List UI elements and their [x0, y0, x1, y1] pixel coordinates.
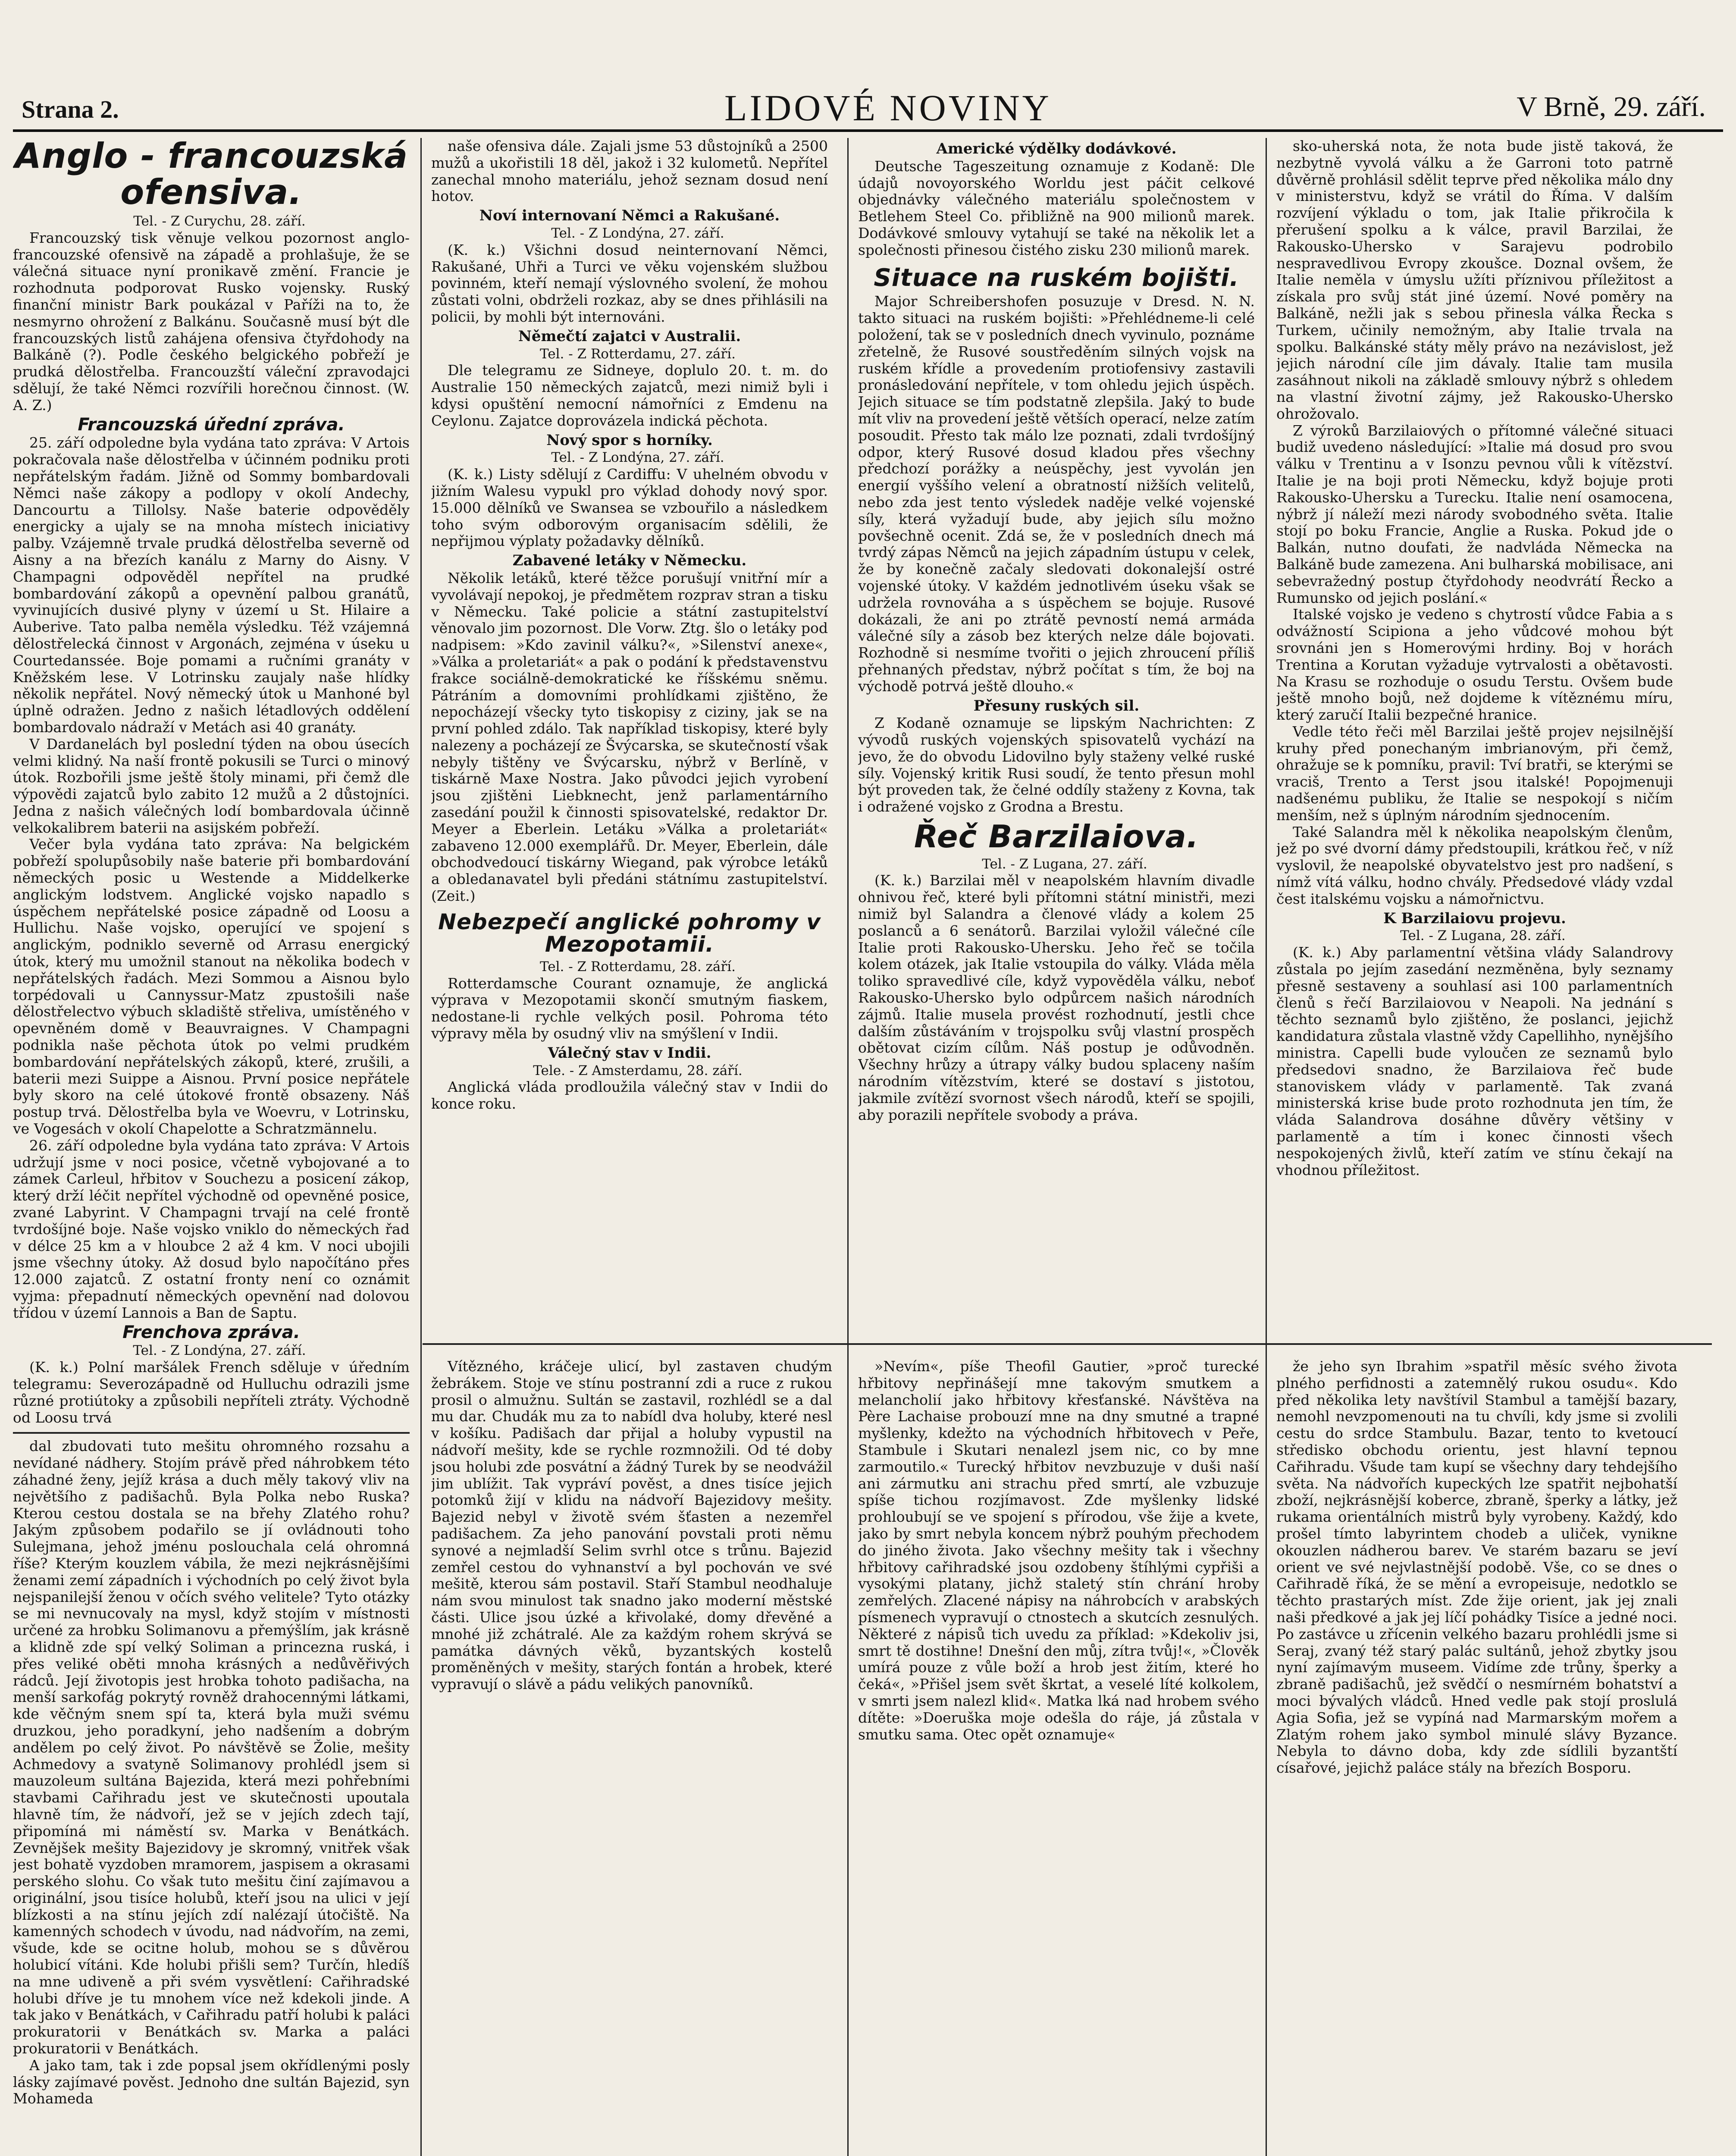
masthead-rule [13, 129, 1723, 132]
masthead [13, 82, 1723, 129]
feuilleton-column-2 [431, 1358, 832, 2156]
issue-date: V Brně, 29. září. [1517, 91, 1706, 122]
article-headline: Anglo - francouzská ofensiva. [14, 138, 408, 212]
feuilleton-column-4 [1276, 1358, 1677, 2156]
article-body: (K. k.) Aby parlamentní většina vlády Salandrovy zůstala po jejím zasedání nezměněna, byly seznamy přesně sestaveny a souhlasí asi 100 parlamentních členů s řečí Barzilaiovou v Neapoli. Na jednání s těchto seznamů bylo zjištěno, že poslanci, jejichž kandidatura zůstala vlastně vždy Capellihho, nynějšího ministra. Capelli bude vyloučen ze seznamů bylo předsedovi snadno, že Barzilaiova řeč bude stanoviskem vlády v parlamentě. Tak zvaná ministerská krise bude proto rozhodnuta jen tím, že vláda Salandrova dosáhne důvěry většiny v parlamentě a tím i konec činnosti všech nespokojených živlů, kteří zatím ve stínu čekají na vhodnou příležitost. [1276, 944, 1673, 1178]
article-body: V Dardanelách byl poslední týden na obou úsecích velmi klidný. Na naší frontě pokusili se Turci o minový útok. Rozbořili jsme ještě štoly minami, při čemž dle výpovědi zajatců bylo zabito 12 mužů a 2 důstojníci. Jedna z našich válečných lodí bombardovala účinně velkokalibrem baterii na asijském pobřeží. [13, 735, 410, 836]
article-body: Vedle této řeči měl Barzilai ještě projev nejsilnější kruhy před ponechaným imbrianovým, při čemž, ohražuje se k pomníku, pravil: Tví bratři, se kterými se vraciš, Trento a Terst jsou italské! Popojmenuji nadšenému publiku, že Italie se nespokojí s ničím menším, než s úplným národním sjednocením. [1276, 723, 1673, 824]
column-1 [13, 138, 410, 2156]
article-headline: Nebezpečí anglické pohromy v Mezopotamii. [438, 909, 821, 957]
article-body: 25. září odpoledne byla vydána tato zpráva: V Artois pokračovala naše dělostřelba v účinném podniku proti nepřátelským řadám. Jižně od Sommy bombardovali Němci naše zákopy a podlopy v okolí Andechy, Dancourtu a Tillolsy. Naše baterie odpověděly energicky a ujaly se na mnoha místech iniciativy palby. Vzájemně trvale prudká dělostřelba severně od Aisny a na březích kanálu z Marny do Aisny. V Champagni odpověděl nepřítel na prudké bombardování zákopů a opevnění palbou granátů, vyvinujících dusivé plyny v území u St. Hilaire a Auberive. Tato palba neměla výsledku. Též vzájemná dělostřelecká činnost v Argonách, zejména v úseku u Courtedanssée. Boje pomami a ručními granáty v Kněžském lese. V Lotrinsku zaujaly naše hlídky několik nepřátel. Nový německý útok u Manhoné byl úplně odražen. Jedno z našich létadlových oddělení bombardovalo nádraží v Metách asi 40 granáty. [13, 434, 410, 736]
column-4 [1276, 138, 1673, 1358]
newspaper-title: LIDOVÉ NOVINY [724, 87, 1052, 128]
article-body: Italské vojsko je vedeno s chytrostí vůdce Fabia a s odvážností Scipiona a jeho vůdcové mohou být srovnáni jen s Homerovými hrdiny. Boj v horách Trentina a Korutan vyžaduje vytrvalosti a obětavosti. Na Krasu se rozhoduje o osudu Terstu. Ovšem bude ještě mnoho bojů, než dojdeme k vítěznému míru, který zaručí Italii bezpečné hranice. [1276, 606, 1673, 724]
dateline: Tel. - Z Curychu, 28. září. [133, 213, 306, 229]
article-body: Francouzský tisk věnuje velkou pozornost anglo-francouzské ofensivě na západě a prohlašuje, že se válečná situace nyní pronikavě změní. Francie je rozhodnuta podporovat Rusko vojensky. Ruský finanční ministr Bark poukázal v Paříži na to, že nesmyrno ohrožení z Balkánu. Současně musí být dle francouzských listů zahájena ofensiva čtyřdohody na Balkáně (?). Podle českého belgického pobřeží je prudká dělostřelba. Francouzští váleční zpravodajci sdělují, že také Němci rozvířili horečnou činnost. (W. A. Z.) [13, 229, 410, 414]
column-divider [1266, 138, 1267, 2156]
dateline: Tel. - Z Lugana, 28. září. [1400, 928, 1566, 944]
dateline: Tel. - Z Lugana, 27. září. [982, 856, 1147, 872]
article-headline: Přesuny ruských sil. [973, 697, 1140, 714]
article-body: (K. k.) Listy sdělují z Cardiffu: V uhelném obvodu v jižním Walesu vypukl pro výklad dohody nový spor. 15.000 dělníků ve Swansea se vzbouřilo a následkem toho svým odborovým organisacím sdělili, že nepřijmou výplaty požadavky dělníků. [431, 466, 828, 550]
article-headline: Němečtí zajatci v Australii. [518, 327, 741, 345]
article-body: sko-uherská nota, že nota bude jistě taková, že nezbytně vyvolá válku a že Garroni toto patrně důvěrně prohlásil sdělit teprve před několika málo dny v ministerstvu, když se vrátil do Říma. V dalším rozvíjení výkladu o tom, jak Italie přikročila k přerušení spolku a k válce, pravil Barzilai, že Rakousko-Uhersko v Sarajevu podrobilo nespravedlivou Evropy zkoušce. Doznal ovšem, že Italie neměla v úmyslu užíti příznivou příležitost a získala pro svůj stát jiné území. Nové poměry na Balkáně, nežli jak s sebou přinesla válka Řecka s Turkem, učinily nemožným, aby Italie trvala na spolku. Balkánské státy měly právo na nezávislost, jež jejich národní cíle jim dávaly. Italie tam musila zasáhnout nikoli na základě smlouvy nýbrž s ohledem na vlastní životní zájmy, jež Rakousko-Uhersko ohrožovalo. [1276, 138, 1673, 422]
dateline: Tel. - Z Rotterdamu, 28. září. [540, 959, 736, 975]
article-headline: Noví internovaní Němci a Rakušané. [479, 207, 780, 225]
article-headline: Řeč Barzilaiova. [914, 818, 1199, 855]
article-body: naše ofensiva dále. Zajali jsme 53 důstojníků a 2500 mužů a ukořistili 18 děl, jakož i 32 kulometů. Nepřítel zanechal mnoho materiálu, jehož seznam dosud není hotov. [431, 138, 828, 205]
article-headline: Frenchova zpráva. [122, 1322, 300, 1342]
feuilleton-body: A jako tam, tak i zde popsal jsem okřídlenými posly lásky zajímavé pověst. Jednoho dne sultán Bajezid, syn Mohameda [13, 2056, 410, 2107]
article-headline: Americké výdělky dodávkové. [936, 140, 1177, 157]
article-body: Také Salandra měl k několika neapolským členům, jež po své dvorní dámy předstoupili, krátkou řeč, v níž vyslovil, že neapolské obyvatelstvo jest pro nadšení, s nímž vítá válku, hodno chvály. Předsedové vlády vzdal čest italskému vojsku a námořnictvu. [1276, 823, 1673, 907]
article-body: Major Schreibershofen posuzuje v Dresd. N. N. takto situaci na ruském bojišti: »Přehlédneme-li celé položení, tak se v posledních dnech vyvinulo, poznáme zřetelně, že Rusové soustředěním silných vojsk na ruském křídle a provedením protiofensivy zastavili pronásledování nepřítele, v tom ohledu jejich úspěch. Jejich situace se tím podstatně zlepšila. Jaký to bude mít vliv na provedení ještě větších operací, nelze zatím posoudit. Přesto tak málo lze poznati, zdali tvrdošíjný odpor, který Rusové dosud kladou přes všechny předchozí porážky a neúspěchy, jest vyvolán jen energií vyššího velení a obratností nižších velitelů, nebo zda jest tento výsledek naděje velké vojenské síly, která vyžadují bude, aby jejich sílu možno povšechně ocenit. Zdá se, že v posledních dnech má tvrdý zápas Němců na jejich západním ústupu v celek, že by konečně začaly sledovati dokonalejší ostré vojenské útoky. V každém jednotlivém úseku však se udržela rovnováha a s úspěchem se bojuje. Rusové dokázali, že ani po ztrátě pevností nemá armáda válečné síly a zásob bez kterých nelze dále bojovati. Rozhodně si nesmíme tvořiti o jejich zhroucení příliš přehnaných představ, nýbrž počítat s tím, že boj na východě potrvá ještě dlouho.« [858, 293, 1255, 695]
article-body: Několik letáků, které těžce porušují vnitřní mír a vyvolávají nepokoj, je předmětem rozprav stran a tisku v Německu. Také policie a státní zastupitelství věnovalo jim pozornost. Dle Vorw. Ztg. šlo o letáky pod nadpisem: »Kdo zavinil válku?«, »Silenství anexe«, »Válka a proletariát« a pak o podání k představenstvu frakce sociálně-demokratické ke říšskému sněmu. Pátráním a domovními prohlídkami zjištěno, že nepocházejí všecky tyto tiskopisy z ciziny, jak se na první pohled zdálo. Tak například tiskopisy, které byly nalezeny a pocházejí ze Švýcarska, se skutečností však nebyly tištěny ve Švýcarsku, nýbrž v Berlíně, v tiskárně Maxe Nostra. Jako původci jejich vyrobení jsou zjištěni Liebknecht, jenž parlamentárního zasedání použil k činnosti spisovatelské, redaktor Dr. Meyer a Eberlein. Letáku »Válka a proletariát« zabaveno 12.000 exemplářů. Dr. Meyer, Eberlein, dále obchodvedoucí tiskárny Wiegand, pak výrobce letáků a obledanavatel byli předáni státnímu zastupitelství. (Zeit.) [431, 569, 828, 905]
column-2 [431, 138, 828, 1358]
article-body: Večer byla vydána tato zpráva: Na belgickém pobřeží spolupůsobily naše baterie při bombardování německých posic u Westende a Middelkerke anglickým lodstvem. Anglické vojsko napadlo s úspěchem nepřátelské posice západně od Loosu a Hullichu. Naše vojsko, operující ve spojení s anglickým, podniklo severně od Arrasu energický útok, který mu umožnil stanout na několika bodech v nepřátelských řadách. Mezi Sommou a Aisnou bylo torpédovali u Cannyssur-Matz zpustošili naše dělostřelectvo výbuch skladiště střeliva, umístěného v opevněném domě v Beauvraignes. V Champagni podnikla naše pěchota útok po velmi prudkém bombardování nepřátelských zákopů, které, zrušili, a baterii mezi Suippe a Aisnou. První posice nepřátele byly skoro na celé útokové frontě obsazeny. Náš postup trvá. Dělostřelba byla ve Woevru, v Lotrinsku, ve Vogesách v okolí Chapelotte a Schratzmännelu. [13, 836, 410, 1138]
dateline: Tele. - Z Amsterdamu, 28. září. [533, 1062, 743, 1078]
article-body: Dle telegramu ze Sidneye, doplulo 20. t. m. do Australie 150 německých zajatců, mezi nimiž byli i kdysi opuštění nemocní námořníci z Emdenu na Ceylonu. Zajatce doprovázela indická pěchota. [431, 362, 828, 429]
dateline: Tel. - Z Londýna, 27. září. [551, 450, 724, 466]
dateline: Tel. - Z Rotterdamu, 27. září. [540, 346, 736, 362]
article-body: 26. září odpoledne byla vydána tato zpráva: V Artois udržují jsme v noci posice, včetně vybojované a to zámek Carleul, hřbitov v Souchezu a posicení zákop, který drží léčit nepřítel východně od opevněné posice, zvané Labyrint. V Champagni trvají na celé frontě tvrdošíjné boje. Naše vojsko vniklo do německých řad v délce 25 km a v hloubce 2 až 4 km. V noci ubojili jsme všechny útoky. Až dosud bylo napočítáno přes 12.000 zajatců. Z ostatní fronty není co oznámit vyjma: přepadnutí německých opevnění nad dolovou třídou v území Lannois a Ban de Saptu. [13, 1137, 410, 1321]
feuilleton-body: »Nevím«, píše Theofil Gautier, »proč turecké hřbitovy nepřinášejí mne takovým smutkem a melancholií jako hřbitovy křesťanské. Návštěva na Père Lachaise probouzí mne na dny smutné a trapné myšlenky, kdežto na východních hřbitovech v Peře, Stambule i Skutari nenalezl jsem nic, co by mne zarmoutilo.« Turecký hřbitov nevzbuzuje v duši naší ani zármutku ani strachu před smrtí, ale vzbuzuje spíše tichou rozjímavost. Zde myšlenky lidské prohloubují se ve spojení s přírodou, vše žije a kvete, jako by smrt nebyla koncem nýbrž pouhým přechodem do jiného života. Jako všechny mešity tak i všechny hřbitovy cařihradské jsou ozdobeny štíhlými cypřiši a vysokými platany, jichž staletý stín chrání hroby zemřelých. Zlacené nápisy na náhrobcích v arabských písmenech vypravují o ctnostech a skutcích zesnulých. Některé z nápisů tich uvedu za příklad: »Kdekoliv jsi, smrt tě dostihne! Dnešní den můj, zítra tvůj!«, »Člověk umírá pouze z vůle boží a hrob jest žitím, které ho čeká«, »Přišel jsem svět škrtat, a veselé líté kolkolem, v smrti jsem nalezl klid«. Matka lká nad hrobem svého dítěte: »Doeruška moje odešla do ráje, já zůstala v smutku sama. Otec opět oznamuje« [858, 1358, 1259, 1743]
article-body: Anglická vláda prodloužila válečný stav v Indii do konce roku. [431, 1078, 828, 1112]
article-body: Deutsche Tageszeitung oznamuje z Kodaně: Dle údajů novoyorského Worldu jest páčit celkové objednávky válečného materiálu společnostem v Betlehem Steel Co. přibližně na 900 milionů marek. Dodávkové smlouvy vytahují se také na několik let a společnosti přinesou čistého zisku 230 milionů marek. [858, 157, 1255, 258]
column-3 [858, 138, 1255, 1358]
section-rule [13, 1432, 410, 1434]
column-divider [847, 138, 849, 2156]
article-headline: Zabavené letáky v Německu. [512, 552, 747, 570]
article-body: (K. k.) Všichni dosud neinternovaní Němci, Rakušané, Uhři a Turci ve věku vojenském službou povinném, kteří nemají výslovného svolení, že mohou zůstati volni, obdrželi rozkaz, aby se dnes přihlásili na policii, by mohli být internováni. [431, 241, 828, 325]
article-headline: Válečný stav v Indii. [548, 1044, 711, 1062]
article-headline: Francouzská úřední zpráva. [78, 414, 345, 435]
feuilleton-body: že jeho syn Ibrahim »spatřil měsíc svého života plného perfidnosti a zatemnělý rukou osudu«. Kdo před několika lety navštívil Stambul a tamější bazary, nemohl nevzpomenouti na tu chvíli, kdy jsme si zvolili cestu do srdce Stambulu. Bazar, tento to kvetoucí středisko obchodu orientu, jest hlavní tepnou Cařihradu. Všude tam kupí se všechny dary tehdejšího světa. Na nádvořích kupeckých lze spatřit nejbohatší zboží, nejkrásnější koberce, zbraně, šperky a látky, jež rukama orientálních mistrů byly vyrobeny. Každý, kdo prošel tímto labyrintem chodeb a uliček, vynikne okouzlen nádherou barev. Ve starém bazaru se jeví orient ve své nejvlastnější podobě. Vše, co se dnes o Cařihradě říká, že se mění a evropeisuje, nedotklo se těchto prastarých míst. Zde žije orient, jak jej znali naši předkové a jak jej líčí pohádky Tisíce a jedné noci. Po zastávce u zřícenin velkého bazaru prohlédli jsme si Seraj, zvaný též starý palác sultánů, jehož zbytky jsou nyní zajímavým museem. Vidíme zde trůny, šperky a zbraně padišachů, jež svědčí o nesmírném bohatství a moci bývalých vládců. Hned vedle pak stojí proslulá Agia Sofia, jež se vypíná nad Marmarským mořem a Zlatým rohem jako symbol minulé slávy Byzance. Nebyla to dávno doba, kdy zde sídlili byzantští císařové, jejichž paláce stály na březích Bosporu. [1276, 1358, 1677, 1777]
article-body: Z Kodaně oznamuje se lipským Nachrichten: Z vývodů ruských vojenských spisovatelů vychází na jevo, že do obvodu Lidovilno byly staženy velké ruské síly. Vojenský kritik Rusi soudí, že tento přesun mohl být proveden tak, že čelné oddíly staženy z Kovna, tak i odražené vojsko z Grodna a Brestu. [858, 714, 1255, 815]
article-headline: Nový spor s horníky. [546, 431, 713, 449]
article-body: Z výroků Barzilaiových o přítomné válečné situaci budiž uvedeno následující: »Italie má dosud pro svou válku v Trentinu a v Isonzu pevnou vůli k vítězství. Italie je na boji proti Německu, když bojuje proti Rakousko-Uhersku a Turecku. Italie není osamocena, nýbrž jí náleží mezi národy svobodného světa. Italie stojí po boku Francie, Anglie a Ruska. Pokud jde o Balkán, nutno doufati, že nadvláda Německa na Balkáně bude zamezena. Ani bulharská mobilisace, ani sebevražedný postup čtyřdohody neodvrátí Řecko a Rumunsko od jejich poslání.« [1276, 422, 1673, 606]
article-body: Rotterdamsche Courant oznamuje, že anglická výprava v Mezopotamii skončí smutným fiaskem, nedostane-li rychle velkých posil. Pohroma této výpravy měla by osudný vliv na smýšlení v Indii. [431, 975, 828, 1042]
page-number: Strana 2. [22, 95, 119, 123]
column-divider [420, 138, 422, 2156]
feuilleton-body: Vítězného, kráčeje ulicí, byl zastaven chudým žebrákem. Stoje ve stínu postranní zdi a ruce z rukou prosil o almužnu. Sultán se zastavil, rozhlédl se a dal mu dar. Chudák mu za to nabídl dva holuby, které nesl v košíku. Padišach dar přijal a holuby vypustil na nádvoří mešity, kde se rychle rozmnožili. Od té doby jsou holubi zde posvátní a žádný Turek by se neodvážil jim ublížit. Tak vypráví pověst, a dnes tisíce jejich potomků žijí v klidu na nádvoří Bajezidovy mešity. Bajezid nebyl v životě svém šťasten a nezemřel padišachem. Za jeho panování povstali proti němu synové a nejmladší Selim svrhl otce s trůnu. Bajezid zemřel cestou do vyhnanství a byl pochován ve své mešitě, kterou sám postavil. Staří Stambul neodhaluje nám svou minulost tak snadno jako moderní městské části. Ulice jsou úzké a křivolaké, domy dřevěné a mnohé již zchátralé. Ale za každým rohem skrývá se památka dávných věků, byzantských kostelů proměněných v mešity, starých fontán a hrobek, které vypravují o slávě a pádu velikých panovníků. [431, 1358, 832, 1693]
feuilleton-body: dal zbudovati tuto mešitu ohromného rozsahu a nevídané nádhery. Stojím právě před náhrobkem této záhadné ženy, jejíž krása a duch měly takový vliv na největšího z padišachů. Byla Polka nebo Ruska? Kterou cestou dostala se na břehy Zlatého rohu? Jakým způsobem podařilo se jí ovládnouti toho Sulejmana, jehož jménu poslouchala celá ohromná říše? Kterým kouzlem vábila, že mezi nejkrásnějšími ženami zemí západních i východních po celý život byla nejspanilejší ženou v očích svého velitele? Tyto otázky se mi nevnucovaly na mysl, když stojím v místnosti určené za hrobku Solimanovu a přemýšlím, jak krásně a klidně zde spí velký Soliman a princezna ruská, i přes veliké oběti mnoha krásných a nedůvěřivých rádců. Její životopis jest hrobka tohoto padišacha, na menší sarkofág pokrytý rovněž drahocennými látkami, kde věčným snem spí ta, která byla muži svému druzkou, jeho poradkyní, jeho nadšením a dobrým andělem po celý život. Po návštěvě se Žolie, mešity Achmedovy a svatyně Solimanovy prohlédl jsem si mauzoleum sultána Bajezida, která mezi pohřebními stavbami Cařihradu jest ve skutečnosti upoutala hlavně tím, že nádvoří, jež se v jejích zdech tají, připomíná mi náměstí sv. Marka v Benátkách. Zevnějšek mešity Bajezidovy je skromný, vnitřek však jest bohatě vyzdoben mramorem, jaspisem a okrasami perského slohu. Co však tuto mešitu činí zajímavou a originální, jsou tisíce holubů, kteří jsou na ulici v její blízkosti a na stínu jejích zdí nalézají útočiště. Na kamenných schodech v úvodu, nad nádvořím, na zemi, všude, kde se ocitne holub, mohou se s důvěrou holubicí vítáni. Kde holubi přišli sem? Turčín, hledíš na mne udiveně a při svém vysvětlení: Cařihradské holubi dříve je tu mnohem více než kdekoli jinde. A tak jako v Benátkách, v Cařihradu patří holubi k paláci prokuratorii v Benátkách sv. Marka a paláci prokuratorii v Benátkách. [13, 1438, 410, 2057]
article-headline: Situace na ruském bojišti. [874, 263, 1239, 292]
feuilleton-column-3 [858, 1358, 1259, 2156]
article-body: (K. k.) Barzilai měl v neapolském hlavním divadle ohnivou řeč, které byli přítomni státní ministři, mezi nimiž byl Salandra a členové vlády a kolem 25 poslanců a 6 senátorů. Barzilai vyložil válečné cíle Italie proti Rakousko-Uhersku. Jeho řeč se točila kolem otázek, jak Italie vstoupila do války. Vláda měla toliko spravedlivé cíle, když vypověděla válku, neboť Rakousko-Uhersko bylo odpůrcem našich národních zájmů. Italie musela provést rozhodnutí, jestli chce dalším zůstáváním v trojspolku svůj vlastní prospěch obětovat cizím cílům. Náš postup je odůvodněn. Všechny hrůzy a útrapy války budou splaceny naším národním vítězstvím, které se dostaví s jistotou, jakmile zvítězí svornost všech národů, kteří se spojili, aby porazili nepřítele svobody a práva. [858, 872, 1255, 1123]
article-headline: K Barzilaiovu projevu. [1383, 909, 1566, 927]
article-body: (K. k.) Polní maršálek French sděluje v úředním telegramu: Severozápadně od Hulluchu odrazili jsme různé protiútoky a způsobili nepříteli ztráty. Východně od Loosu trvá [13, 1359, 410, 1426]
dateline: Tel. - Z Londýna, 27. září. [551, 225, 724, 241]
dateline: Tel. - Z Londýna, 27. září. [133, 1343, 306, 1359]
